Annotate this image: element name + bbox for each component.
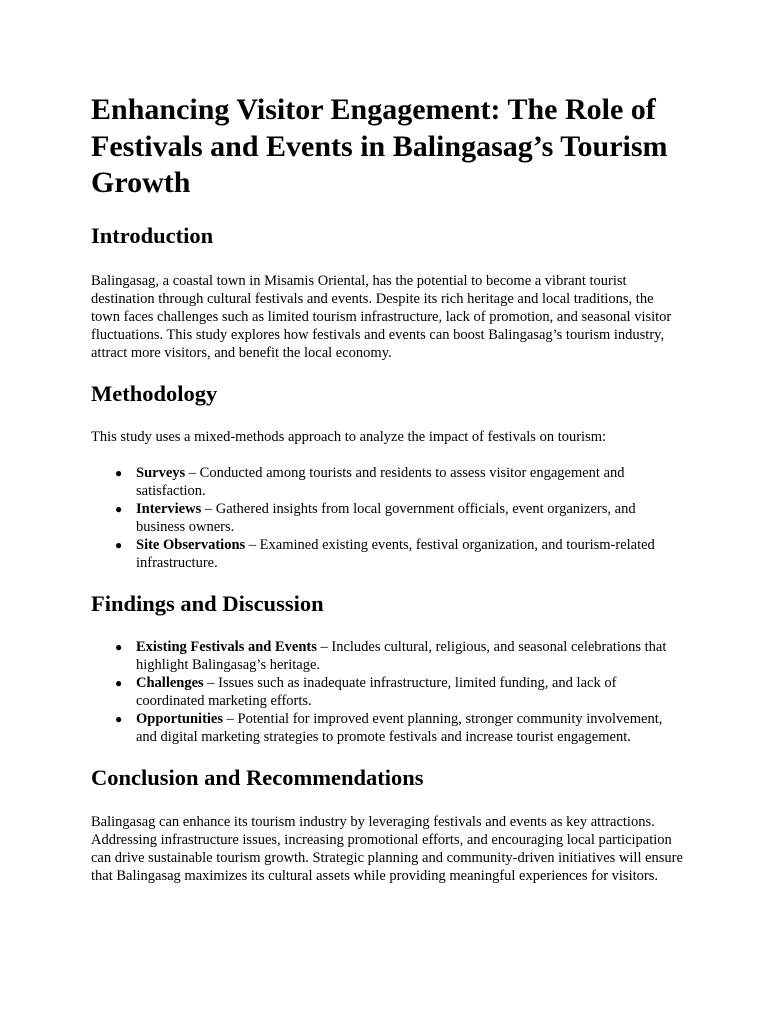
document-page	[91, 92, 683, 885]
bullet-icon: ●	[115, 639, 123, 654]
bullet-icon: ●	[115, 465, 123, 480]
list-item-term: Challenges	[136, 674, 204, 691]
list-item-term: Existing Festivals and Events	[136, 638, 317, 655]
conclusion-heading: Conclusion and Recommendations	[91, 764, 424, 790]
list-item	[115, 464, 683, 500]
list-item	[115, 638, 683, 674]
list-item-description: – Gathered insights from local government officials, event organizers, and business owners.	[136, 500, 636, 535]
methodology-heading: Methodology	[91, 380, 218, 406]
list-item	[115, 536, 683, 572]
methodology-paragraph: This study uses a mixed-methods approach to analyze the impact of festivals on tourism:	[91, 428, 607, 445]
list-item-description: – Conducted among tourists and residents to assess visitor engagement and satisfaction.	[136, 464, 625, 499]
list-item-description: – Examined existing events, festival organization, and tourism-related infrastructure.	[136, 536, 655, 571]
introduction-heading: Introduction	[91, 222, 214, 248]
list-item-term: Surveys	[136, 464, 186, 481]
list-item-term: Opportunities	[136, 710, 224, 727]
bullet-icon: ●	[115, 711, 123, 726]
list-item	[115, 500, 683, 536]
list-item	[115, 710, 683, 746]
findings-heading: Findings and Discussion	[91, 590, 324, 616]
list-item-term: Interviews	[136, 500, 202, 517]
document-title: Enhancing Visitor Engagement: The Role of Festivals and Events in Balingasag’s Tourism Growth	[91, 93, 668, 199]
findings-list	[91, 638, 683, 746]
conclusion-paragraph: Balingasag can enhance its tourism industry by leveraging festivals and events as key attractions. Addressing infrastructure issues, increasing promotional efforts, and encouraging local participation can drive sustainable tourism growth. Strategic planning and community-driven initiatives will ensure that Balingasag maximizes its cultural assets while providing meaningful experiences for visitors.	[91, 813, 683, 884]
bullet-icon: ●	[115, 501, 123, 516]
list-item	[115, 674, 683, 710]
list-item-description: – Potential for improved event planning, stronger community involvement, and digital marketing strategies to promote festivals and increase tourist engagement.	[136, 710, 663, 745]
methodology-list	[91, 464, 683, 572]
introduction-paragraph: Balingasag, a coastal town in Misamis Oriental, has the potential to become a vibrant tourist destination through cultural festivals and events. Despite its rich heritage and local traditions, the town faces challenges such as limited tourism infrastructure, lack of promotion, and seasonal visitor fluctuations. This study explores how festivals and events can boost Balingasag’s tourism industry, attract more visitors, and benefit the local economy.	[91, 272, 672, 361]
bullet-icon: ●	[115, 537, 123, 552]
bullet-icon: ●	[115, 675, 123, 690]
list-item-term: Site Observations	[136, 536, 246, 553]
list-item-description: – Issues such as inadequate infrastructure, limited funding, and lack of coordinated marketing efforts.	[136, 674, 617, 709]
list-item-description: – Includes cultural, religious, and seasonal celebrations that highlight Balingasag’s heritage.	[136, 638, 667, 673]
